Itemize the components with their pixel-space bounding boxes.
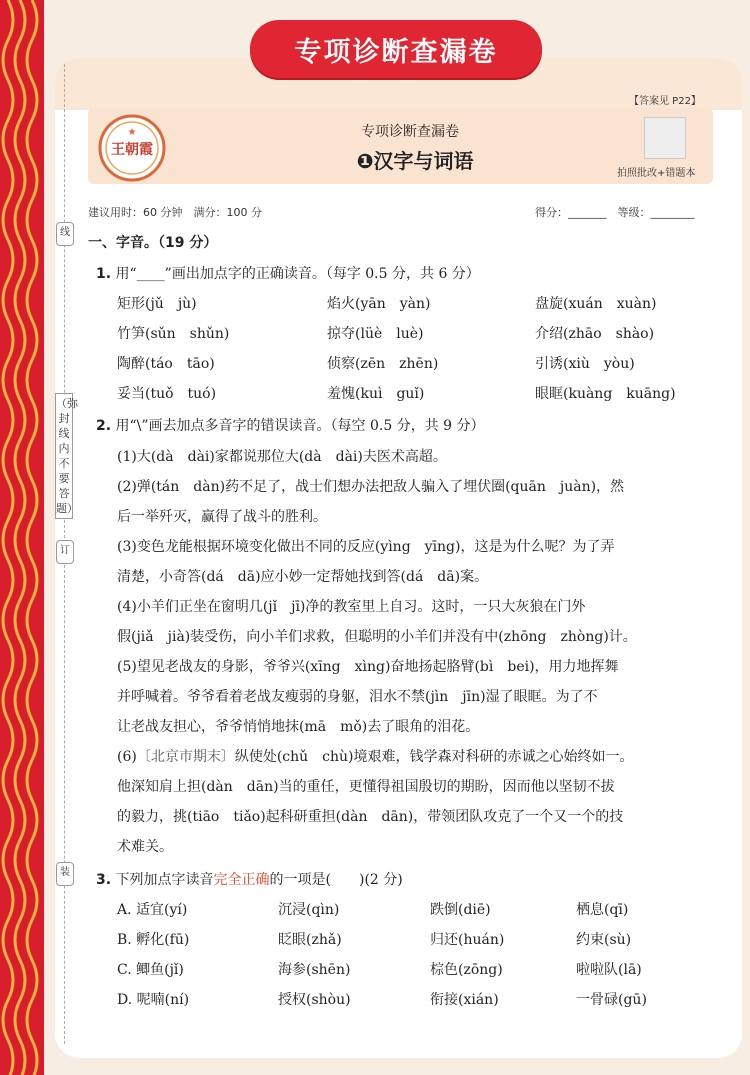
- q3-word: 啦啦队(lā): [576, 962, 642, 978]
- q3-word: 一骨碌(gū): [576, 992, 647, 1008]
- q1-item: 矩形(jǔ jù): [117, 296, 197, 312]
- q1-item: 眼眶(kuàng kuāng): [535, 386, 676, 402]
- q2-line6-rest: 纵使处(chǔ chù)境艰难，钱学森对科研的赤诚之心始终如一。: [234, 749, 634, 765]
- q3-option[interactable]: B. 孵化(fū): [117, 932, 190, 948]
- q2-text: 用“\”画去加点多音字的错误读音。（每空 0.5 分，共 9 分）: [115, 418, 485, 434]
- q3-option[interactable]: A. 适宜(yí): [117, 902, 188, 918]
- q2-line: (3)变色龙能根据环境变化做出不同的反应(yìng yīng)，这是为什么呢？为了弄: [117, 539, 615, 555]
- seal-tab-order: 订: [56, 540, 74, 564]
- q1-item: 介绍(zhāo shào): [535, 326, 655, 342]
- q3-word: 栖息(qī): [576, 902, 629, 918]
- seal-note: （弥封线内不要答题）: [55, 393, 73, 519]
- qr-code[interactable]: [644, 117, 686, 159]
- q3-word: 归还(huán): [430, 932, 505, 948]
- q3-pre: 下列加点字读音: [115, 872, 214, 888]
- q1-item: 陶醉(táo tāo): [117, 356, 215, 372]
- q2-line: 术难关。: [117, 839, 173, 855]
- q3-highlight: 完全正确: [213, 872, 270, 888]
- q3-word: 跌倒(diē): [430, 902, 491, 918]
- q1-item: 焰火(yān yàn): [327, 296, 431, 312]
- q2-line: 假(jiǎ jià)装受伤，向小羊们求救，但聪明的小羊们并没有中(zhōng zhòng)计。: [117, 629, 637, 645]
- q3-word: 授权(shòu): [278, 992, 351, 1008]
- q3-word: 约束(sù): [576, 932, 632, 948]
- q1-stem: [96, 263, 480, 283]
- q2-line: (2)弹(tán dàn)药不足了，战士们想办法把敌人骗入了埋伏圈(quān juàn)，然: [117, 479, 625, 495]
- q1-item: 引诱(xiù yòu): [535, 356, 635, 372]
- q2-line: 清楚，小奇答(dá dā)应小妙一定帮她找到答(dá dā)案。: [117, 569, 489, 585]
- q1-item: 羞愧(kuì guǐ): [327, 386, 425, 402]
- banner-title: 专项诊断查漏卷: [250, 20, 542, 78]
- header-title: ❶汉字与词语: [356, 149, 474, 173]
- q3-number: 3.: [96, 872, 112, 888]
- q3-word: 眨眼(zhǎ): [278, 932, 342, 948]
- q2-line: 他深知肩上担(dàn dān)当的重任，更懂得祖国殷切的期盼，因而他以坚韧不拔: [117, 779, 615, 795]
- q1-number: 1.: [96, 266, 112, 282]
- q3-post: 的一项是( )(2 分): [269, 872, 403, 888]
- time-info: 建议用时：60 分钟 满分：100 分: [88, 206, 262, 219]
- header-subtitle: 专项诊断查漏卷: [361, 124, 459, 140]
- seal-tab-bind: 装: [56, 862, 74, 886]
- score-info: 得分：_______ 等级：________: [535, 206, 695, 219]
- q2-line: 的毅力，挑(tiāo tiǎo)起科研重担(dàn dān)，带领团队攻克了一个又一个的技: [117, 809, 624, 825]
- q1-item: 侦察(zēn zhēn): [327, 356, 439, 372]
- source-tag: 〔北京市期末〕: [136, 749, 235, 765]
- q2-line: (4)小羊们正坐在窗明几(jǐ jī)净的教室里上自习。这时，一只大灰狼在门外: [117, 599, 586, 615]
- q3-word: 沉浸(qìn): [278, 902, 340, 918]
- q2-stem: [96, 415, 485, 435]
- left-ribbon-decoration: [0, 0, 44, 1075]
- logo-lettering: 王朝霞: [111, 142, 153, 158]
- q3-option[interactable]: D. 呢喃(ní): [117, 992, 190, 1008]
- section-title: 一、字音。（19 分）: [88, 235, 218, 251]
- brand-logo: [97, 113, 167, 183]
- q3-stem: [96, 869, 403, 889]
- q1-item: 掠夺(lüè luè): [327, 326, 424, 342]
- q1-item: 盘旋(xuán xuàn): [535, 296, 657, 312]
- q3-option[interactable]: C. 鲫鱼(jǐ): [117, 962, 184, 978]
- q2-line6-start: (6): [117, 749, 137, 765]
- q3-word: 衔接(xián): [430, 992, 499, 1008]
- q1-text: 用“____”画出加点字的正确读音。（每字 0.5 分，共 6 分）: [115, 266, 480, 282]
- seal-tab-line: 线: [56, 222, 74, 246]
- q2-number: 2.: [96, 418, 112, 434]
- answer-reference: 【答案见 P22】: [629, 96, 701, 107]
- q2-line: 并呼喊着。爷爷看着老战友瘦弱的身躯，泪水不禁(jìn jīn)湿了眼眶。为了不: [117, 689, 598, 705]
- q1-item: 妥当(tuǒ tuó): [117, 386, 217, 402]
- q1-item: 竹笋(sǔn shǔn): [117, 326, 230, 342]
- q2-line: 让老战友担心，爷爷悄悄地抹(mā mǒ)去了眼角的泪花。: [117, 719, 480, 735]
- q3-word: 海参(shēn): [278, 962, 351, 978]
- svg-text:★: ★: [127, 127, 137, 138]
- q3-word: 棕色(zōng): [430, 962, 503, 978]
- qr-label: 拍照批改+错题本: [617, 168, 696, 179]
- q2-line: 后一举歼灭，赢得了战斗的胜利。: [117, 509, 327, 525]
- q2-line-6: [117, 746, 634, 766]
- q2-line: (1)大(dà dài)家都说那位大(dà dài)夫医术高超。: [117, 449, 447, 465]
- q2-line: (5)望见老战友的身影，爷爷兴(xīng xìng)奋地扬起胳臂(bì bei)，用力地挥舞: [117, 659, 619, 675]
